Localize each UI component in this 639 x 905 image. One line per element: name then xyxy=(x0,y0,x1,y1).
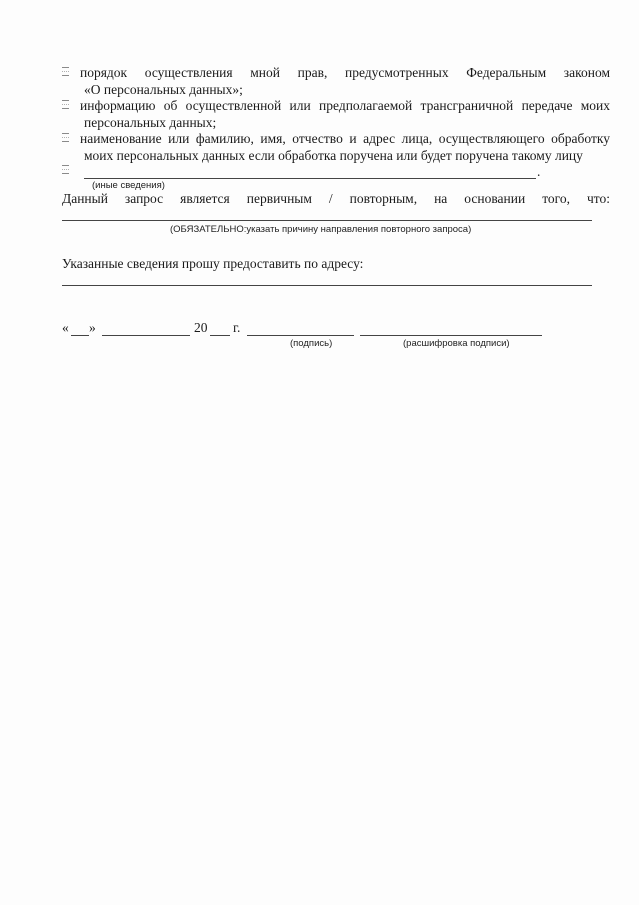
other-info-caption: (иные сведения) xyxy=(92,180,165,191)
address-text: Указанные сведения прошу предоставить по адресу: xyxy=(62,256,364,271)
list-item-line: информацию об осуществленной или предполагаемой трансграничной передаче моих xyxy=(80,98,610,113)
checkbox-icon[interactable] xyxy=(62,67,69,76)
list-item xyxy=(62,130,610,164)
other-info-line[interactable] xyxy=(84,178,536,179)
request-caption: (ОБЯЗАТЕЛЬНО:указать причину направления повторного запроса) xyxy=(170,224,472,235)
list-item-line: наименование или фамилию, имя, отчество и адрес лица, осуществляющего обработку xyxy=(80,131,610,146)
list-item-text xyxy=(80,97,610,131)
list-item-line: «О персональных данных»; xyxy=(84,82,243,97)
date-quote-open: « xyxy=(62,320,69,335)
list-item xyxy=(62,97,610,131)
signature-decoding-caption: (расшифровка подписи) xyxy=(403,338,510,349)
date-year-line[interactable] xyxy=(210,335,230,336)
checkbox-icon[interactable] xyxy=(62,133,69,142)
other-info-period: . xyxy=(537,164,541,179)
list-item-text xyxy=(80,64,610,98)
date-year-prefix: 20 xyxy=(194,320,208,335)
date-day-line[interactable] xyxy=(71,335,89,336)
date-quote-close: » xyxy=(89,320,96,335)
list-item-line: моих персональных данных если обработка поручена или будет поручена такому лицу xyxy=(84,148,583,163)
list-item-line: порядок осуществления мной прав, предусмотренных Федеральным законом xyxy=(80,65,610,80)
request-reason-line[interactable] xyxy=(62,220,592,221)
checkbox-icon[interactable] xyxy=(62,100,69,109)
signature-caption: (подпись) xyxy=(290,338,333,349)
list-item-text xyxy=(80,130,610,164)
list-item-line: персональных данных; xyxy=(84,115,217,130)
list-item xyxy=(62,64,610,98)
signature-decoding-line[interactable] xyxy=(360,335,542,336)
date-month-line[interactable] xyxy=(102,335,190,336)
checkbox-icon[interactable] xyxy=(62,165,69,174)
signature-line[interactable] xyxy=(247,335,354,336)
date-year-suffix: г. xyxy=(233,320,241,335)
address-line[interactable] xyxy=(62,285,592,286)
request-text: Данный запрос является первичным / повторным, на основании того, что: xyxy=(62,191,610,206)
